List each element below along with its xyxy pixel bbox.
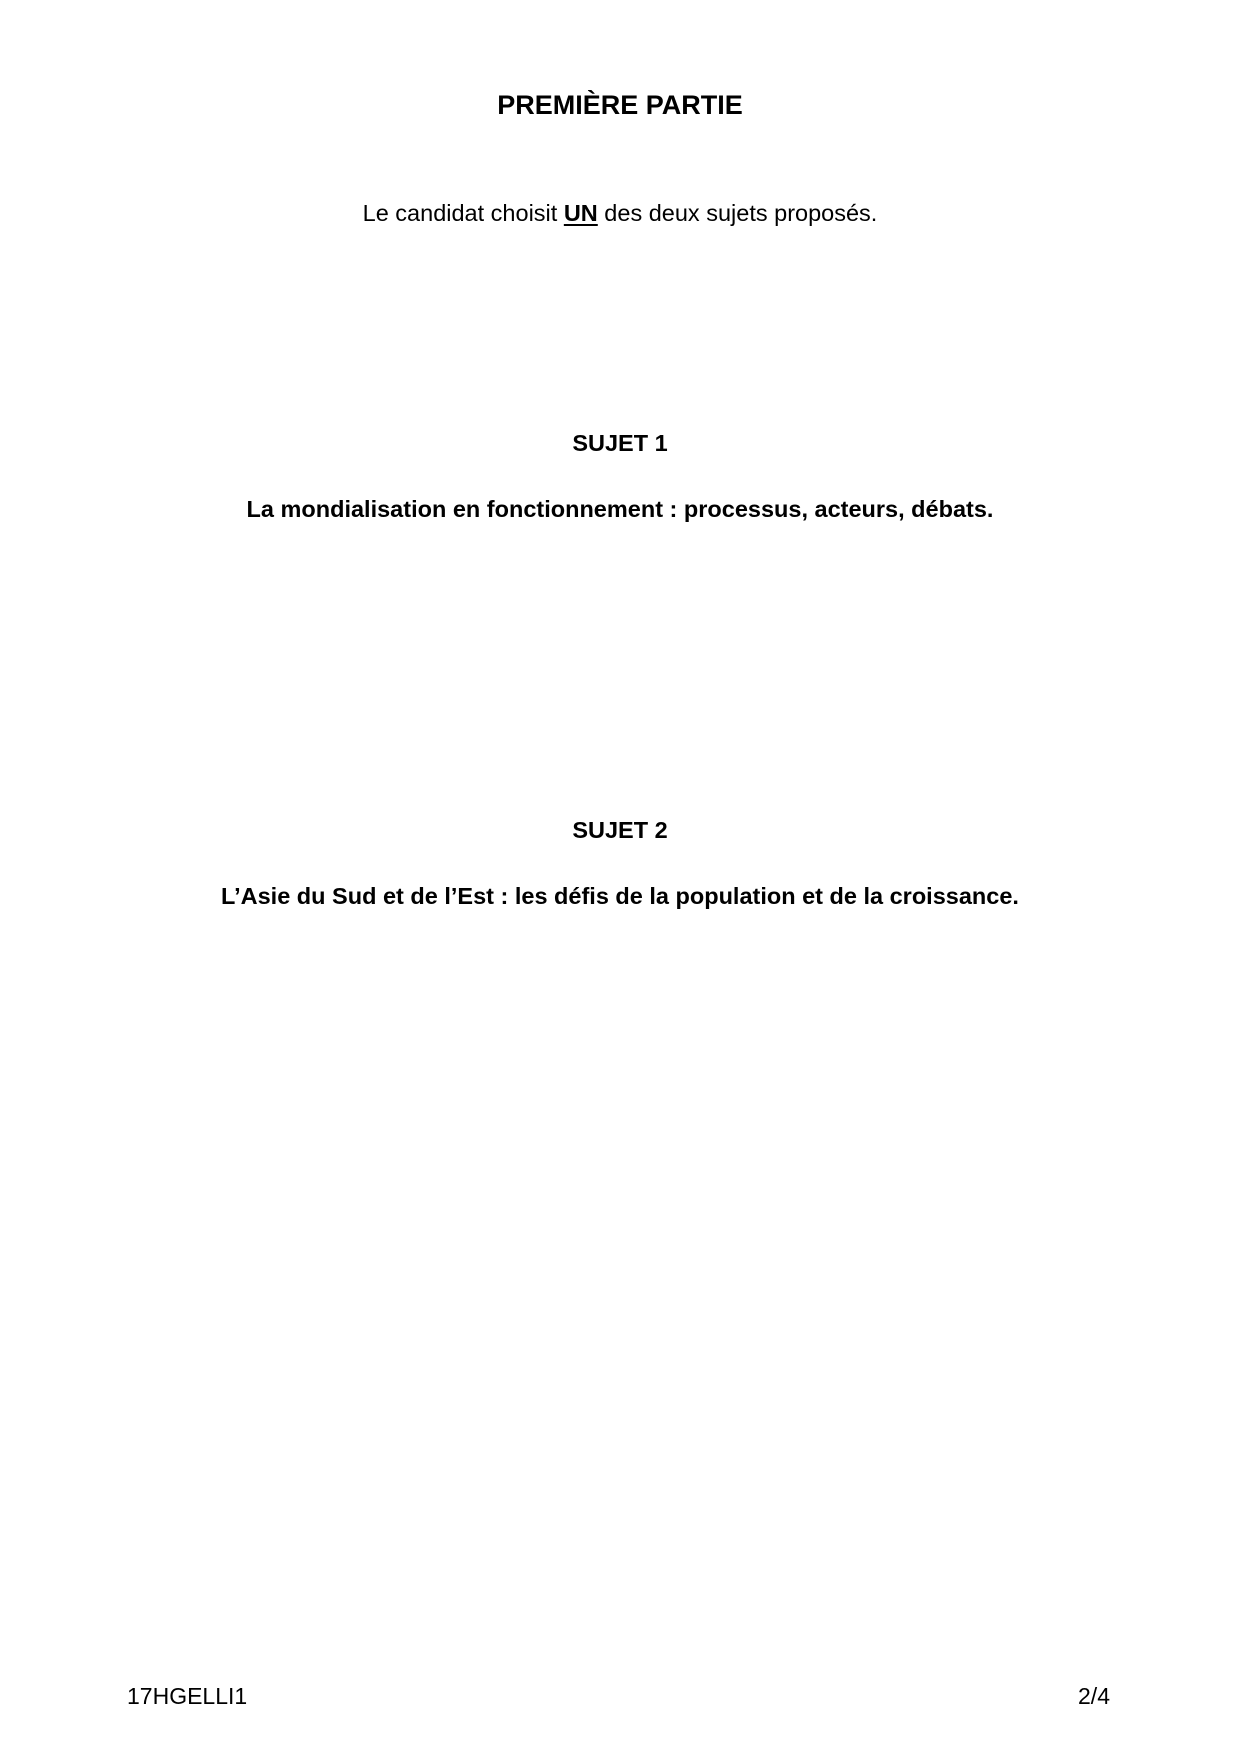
subject-2-title: L’Asie du Sud et de l’Est : les défis de la population et de la croissance. (221, 883, 1019, 909)
footer-page-number: 2/4 (1078, 1683, 1110, 1709)
instruction-emphasis: UN (563, 200, 598, 226)
instruction-before: Le candidat choisit (362, 200, 564, 226)
footer-exam-code: 17HGELLI1 (127, 1683, 248, 1709)
subject-2-label: SUJET 2 (572, 817, 668, 843)
subject-1-title: La mondialisation en fonctionnement : processus, acteurs, débats. (246, 496, 994, 522)
instruction-after: des deux sujets proposés. (597, 200, 878, 226)
subject-1-label: SUJET 1 (572, 430, 668, 456)
page-title: PREMIÈRE PARTIE (497, 90, 743, 120)
instruction-text (0, 198, 1240, 228)
